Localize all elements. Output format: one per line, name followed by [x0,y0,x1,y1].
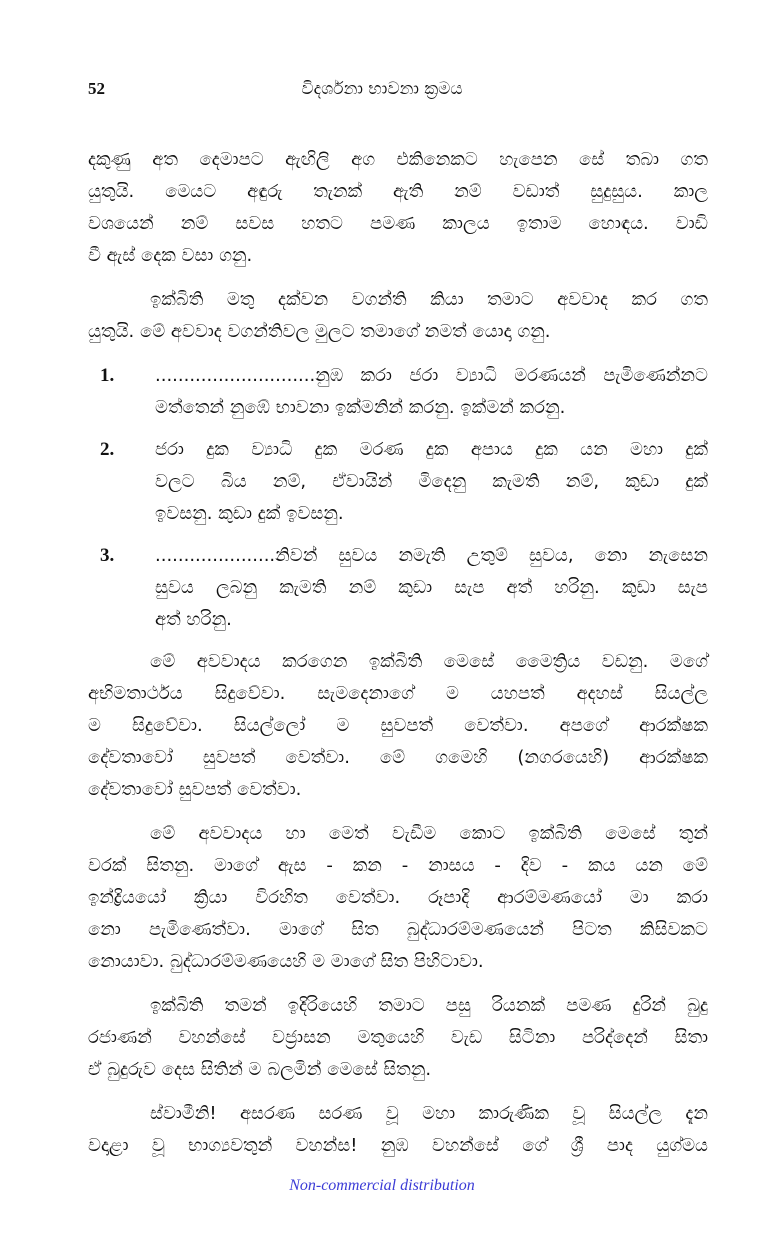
list-number: 2. [100,439,115,460]
paragraph-2 [88,284,708,348]
text-line: ඉන්ද්‍රියයෝ ක්‍රියා විරහිත වෙත්වා. රූපාදි ආරම්මණයෝ මා කරා [88,887,708,908]
text-line: .....................නිවන් සුවය නමැති උතුම් සුවය, නො නැසෙන [155,545,708,566]
paragraph-1 [88,144,708,272]
paragraph-6 [88,1098,708,1162]
text-line: මේ අවවාදය කරගෙන ඉක්බිති මෙසේ මෛත්‍රිය වඩනු. මගේ [150,651,708,672]
text-line: නො පැමිණෙත්වා. මාගේ සිත බුද්ධාරම්මණයෙන් පිටත කිසිවකට [88,919,708,940]
list-item-1 [88,360,708,424]
text-line: රජාණන් වහන්සේ වජ්‍රාසන මතුයෙහි වැඩ සිටිනා පරිද්දෙන් සිතා [88,1027,708,1048]
text-line: ස්වාමීනි! අසරණ සරණ වූ මහා කාරුණික වූ සියල්ල දැන [150,1103,708,1124]
text-line: ඉක්බිති මතු දක්වන වගන්ති කියා තමාට අවවාද කර ගත [150,289,708,310]
text-line: ජරා දුක ව්‍යාධි දුක මරණ දුක අපාය දුක යන මහා දුක් [155,439,708,460]
text-line: ඒ බුදුරුව දෙස සිතින් ම බලමින් මෙසේ සිතනු. [88,1059,432,1080]
list-number: 1. [100,365,115,386]
page-header [88,76,708,106]
footer-notice: Non-commercial distribution [289,1177,475,1194]
text-line: දේවතාවෝ සුවපත් වෙත්වා. මේ ගමෙහි (නගරයෙහි) ආරක්ෂක [88,747,708,768]
text-line: වශයෙන් නම් සවස හතට පමණ කාලය ඉතාම හොඳය. වාඩි [88,213,708,234]
text-line: යුතුයි. මෙයට අඳුරු තැනක් ඇති නම් වඩාත් සුදුසුය. කාල [88,181,708,202]
document-page [88,0,708,1238]
text-line: වදාළා වූ භාග්‍යවතුන් වහන්ස! නුඹ වහන්සේ ගේ ශ්‍රී පාද යුග්මය [88,1135,708,1156]
text-line: වරක් සිතනු. මාගේ ඇස - කන - නාසය - දිව - කය යන මේ [88,855,708,876]
text-line: සුවය ලබනු කැමති නම් කුඩා සැප අත් හරිනු. කුඩා සැප [155,577,708,598]
list-item-2 [88,434,708,530]
paragraph-3 [88,646,708,806]
text-line: මත්තෙන් නුඹේ භාවනා ඉක්මනින් කරනු. ඉක්මන් කරනු. [155,397,566,418]
text-line: අභිමතාර්ථය සිදුවේවා. සැමදෙනාගේ ම යහපත් අදහස් සියල්ල [88,683,708,704]
text-line: වී ඇස් දෙක වසා ගනු. [88,245,253,266]
paragraph-4 [88,818,708,978]
list-number: 3. [100,545,115,566]
text-line: නොයාවා. බුද්ධාරම්මණයෙහි ම මාගේ සිත පිහිටාවා. [88,951,484,972]
text-line: වලට බිය නම්, ඒවායින් මිදෙනු කැමති නම්, කුඩා දුක් [155,471,708,492]
page-number: 52 [88,79,105,98]
text-line: දකුණු අත දෙමාපට ඇඟිලි අග එකිනෙකට හැපෙන සේ තබා ගත [88,149,708,170]
text-line: ඉක්බිති තමන් ඉදිරියෙහි තමාට පසු රියනක් පමණ දුරින් බුදු [150,995,708,1016]
running-title: විදර්ශනා භාවනා ක්‍රමය [301,79,463,99]
text-line: අත් හරිනු. [155,609,232,630]
text-line: ............................නුඹ කරා ජරා ව්‍යාධි මරණයන් පැමිණෙන්නට [155,365,708,386]
paragraph-5 [88,990,708,1086]
text-line: ම සිදුවේවා. සියල්ලෝ ම සුවපත් වෙත්වා. අපගේ ආරක්ෂක [88,715,708,736]
text-line: ඉවසනු. කුඩා දුක් ඉවසනු. [155,503,344,524]
text-line: දේවතාවෝ සුවපත් වෙත්වා. [88,779,302,800]
text-line: යුතුයි. මේ අවවාද වගන්තිවල මුලට තමාගේ නමත් යොදා ගනු. [88,321,551,342]
text-line: මේ අවවාදය හා මෙත් වැඩීම කොට ඉක්බිති මෙසේ තුන් [150,823,708,844]
list-item-3 [88,540,708,636]
